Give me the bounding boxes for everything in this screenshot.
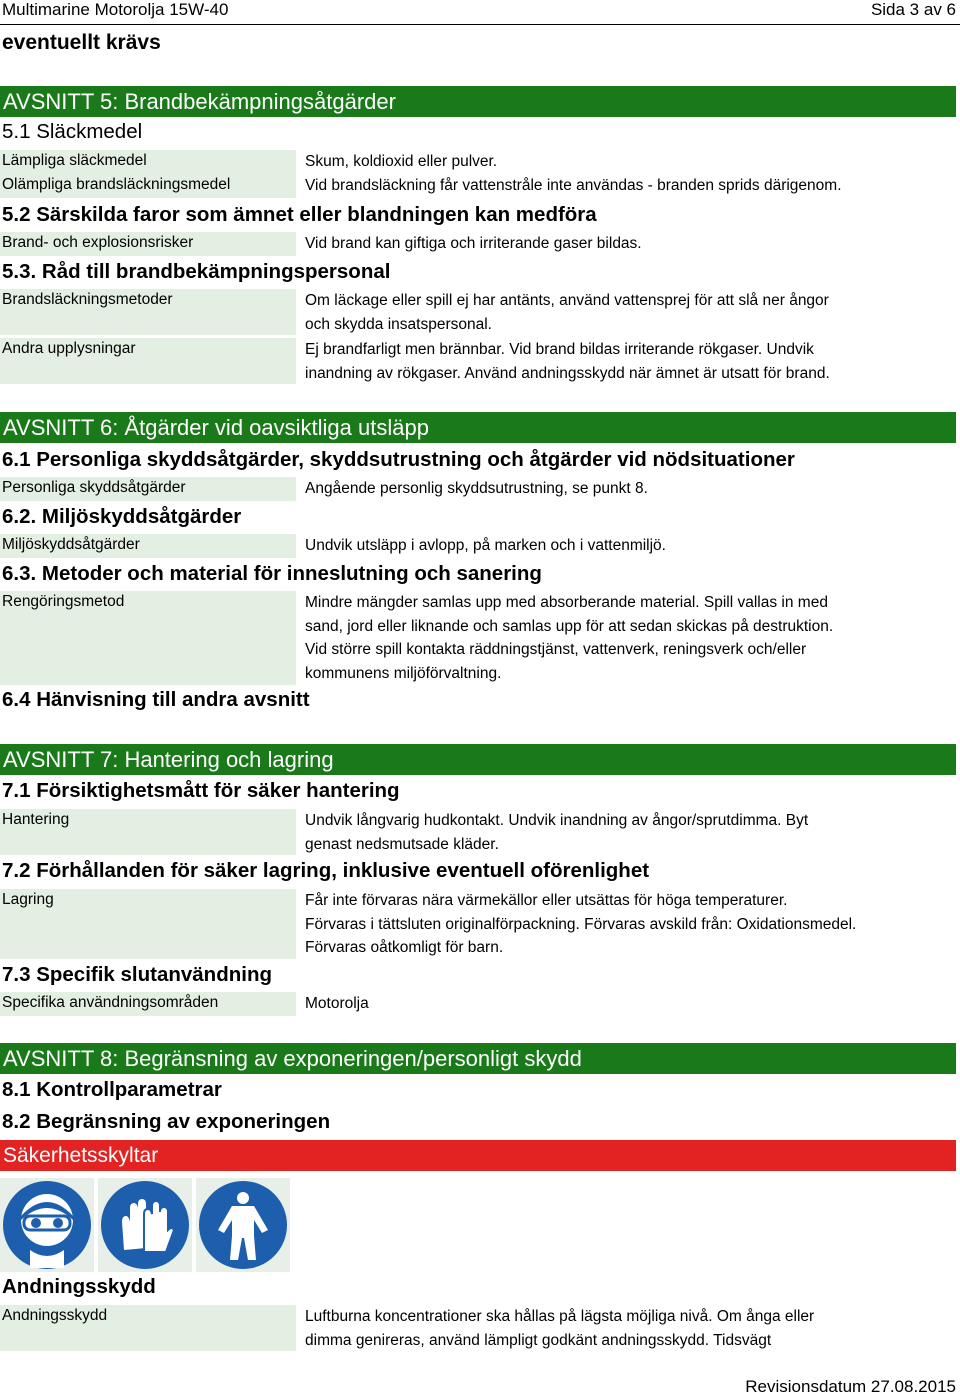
row-value (305, 289, 945, 336)
subsection-6-4-heading: 6.4 Hänvisning till andra avsnitt (2, 688, 310, 711)
row-value (305, 809, 945, 856)
row-value (305, 1305, 945, 1352)
subsection-6-3-heading: 6.3. Metoder och material för inneslutning och sanering (2, 562, 542, 585)
row-value: Skum, koldioxid eller pulver. (305, 153, 498, 170)
subsection-7-1-heading: 7.1 Försiktighetsmått för säker hantering (2, 779, 400, 802)
value-line: Om läckage eller spill ej har antänts, använd vattensprej för att slå ner ångor (305, 292, 829, 309)
subsection-7-2-heading: 7.2 Förhållanden för säker lagring, inklusive eventuell oförenlighet (2, 859, 650, 882)
row-label: Andra upplysningar (0, 338, 296, 384)
row-value (305, 338, 945, 385)
protective-gloves-icon (98, 1178, 192, 1272)
row-label: Specifika användningsområden (0, 992, 296, 1016)
value-line: genast nedsmutsade kläder. (305, 835, 499, 853)
row-label: Personliga skyddsåtgärder (0, 477, 296, 501)
value-line: dimma genireras, använd lämpligt godkänt andningsskydd. Tidsvägt (305, 1331, 772, 1349)
value-line: Luftburna koncentrationer ska hållas på lägsta möjliga nivå. Om ånga eller (305, 1308, 815, 1325)
row-value: Motorolja (305, 995, 369, 1012)
row-value: Vid brandsläckning får vattenstråle inte användas - branden sprids därigenom. (305, 177, 842, 194)
subsection-6-2-heading: 6.2. Miljöskyddsåtgärder (2, 505, 242, 528)
value-line: Vid större spill kontakta räddningstjänst, vattenverk, reningsverk och/eller (305, 641, 807, 658)
section-7-heading: AVSNITT 7: Hantering och lagring (0, 744, 956, 775)
row-label: Brand- och explosionsrisker (0, 232, 296, 256)
face-shield-goggles-icon (0, 1178, 94, 1272)
subsection-7-3-heading: 7.3 Specifik slutanvändning (2, 963, 272, 986)
subsection-8-2-heading: 8.2 Begränsning av exponeringen (2, 1110, 331, 1133)
carry-over-text: eventuellt krävs (2, 31, 161, 54)
value-line: Ej brandfarligt men brännbar. Vid brand bildas irriterande rökgaser. Undvik (305, 341, 814, 358)
row-value: Angående personlig skyddsutrustning, se punkt 8. (305, 480, 648, 497)
document-product-title: Multimarine Motorolja 15W-40 (2, 0, 229, 19)
protective-suit-icon (196, 1178, 290, 1272)
value-line: Undvik långvarig hudkontakt. Undvik inandning av ångor/sprutdimma. Byt (305, 812, 809, 829)
subsection-8-1-heading: 8.1 Kontrollparametrar (2, 1078, 222, 1101)
subsection-5-2-heading: 5.2 Särskilda faror som ämnet eller blandningen kan medföra (2, 203, 597, 226)
value-line: Förvaras oåtkomligt för barn. (305, 939, 504, 956)
value-line: och skydda insatspersonal. (305, 315, 492, 333)
row-label: Rengöringsmetod (0, 591, 296, 685)
row-label: Olämpliga brandsläckningsmedel (0, 174, 296, 198)
row-value (305, 591, 945, 685)
value-line: Får inte förvaras nära värmekällor eller utsättas för höga temperaturer. (305, 892, 788, 909)
page-number: Sida 3 av 6 (870, 0, 956, 19)
section-8-heading: AVSNITT 8: Begränsning av exponeringen/personligt skydd (0, 1043, 956, 1074)
row-value (305, 889, 945, 960)
subsection-6-1-heading: 6.1 Personliga skyddsåtgärder, skyddsutrustning och åtgärder vid nödsituationer (2, 448, 795, 471)
row-label: Brandsläckningsmetoder (0, 289, 296, 335)
row-value: Undvik utsläpp i avlopp, på marken och i vattenmiljö. (305, 537, 666, 554)
value-line: Mindre mängder samlas upp med absorberande material. Spill vallas in med (305, 594, 828, 611)
row-value: Vid brand kan giftiga och irriterande gaser bildas. (305, 235, 642, 252)
subsection-5-1-heading: 5.1 Släckmedel (2, 120, 143, 143)
row-label: Lämpliga släckmedel (0, 150, 296, 174)
value-line: sand, jord eller liknande och samlas upp för att sedan skickas på destruktion. (305, 617, 834, 635)
subsection-5-3-heading: 5.3. Råd till brandbekämpningspersonal (2, 260, 391, 283)
value-line: Förvaras i tättsluten originalförpackning. Förvaras avskild från: Oxidationsmedel. (305, 915, 857, 933)
section-5-heading: AVSNITT 5: Brandbekämpningsåtgärder (0, 86, 956, 117)
row-label: Andningsskydd (0, 1305, 296, 1351)
header-rule (0, 24, 960, 25)
row-label: Hantering (0, 809, 296, 855)
section-6-heading: AVSNITT 6: Åtgärder vid oavsiktliga utsläpp (0, 412, 956, 443)
respiratory-protection-heading: Andningsskydd (2, 1275, 156, 1298)
value-line: inandning av rökgaser. Använd andningsskydd när ämnet är utsatt för brand. (305, 364, 830, 382)
value-line: kommunens miljöförvaltning. (305, 664, 502, 682)
revision-date: Revisionsdatum 27.08.2015 (745, 1377, 956, 1396)
row-label: Miljöskyddsåtgärder (0, 534, 296, 558)
safety-signs-banner: Säkerhetsskyltar (0, 1140, 956, 1171)
row-label: Lagring (0, 889, 296, 959)
